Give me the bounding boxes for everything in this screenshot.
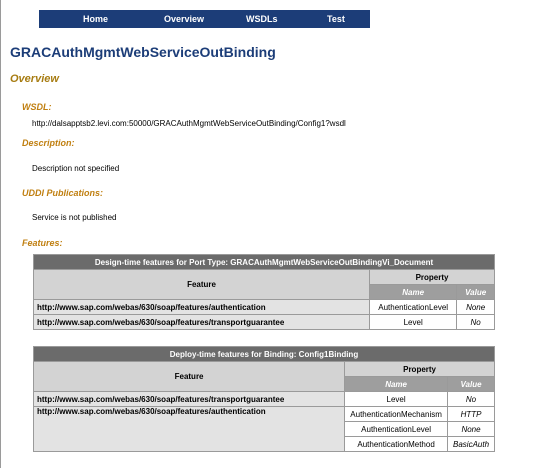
design-table-caption: Design-time features for Port Type: GRACAuthMgmtWebServiceOutBindingVi_Document — [34, 255, 495, 270]
value-column-header: Value — [457, 285, 495, 300]
description-text: Description not specified — [32, 164, 120, 173]
design-time-features-table — [33, 254, 495, 330]
page-title: GRACAuthMgmtWebServiceOutBinding — [10, 44, 276, 60]
table-row — [34, 392, 495, 407]
name-column-header: Name — [345, 377, 448, 392]
property-name: Level — [345, 392, 448, 407]
deploy-time-features-table — [33, 346, 495, 452]
uddi-text: Service is not published — [32, 213, 117, 222]
nav-wsdls-link[interactable]: WSDLs — [246, 14, 278, 24]
value-column-header: Value — [448, 377, 495, 392]
property-value: No — [457, 315, 495, 330]
property-column-header: Property — [345, 362, 495, 377]
wsdl-url-link[interactable]: http://dalsapptsb2.levi.com:50000/GRACAuthMgmtWebServiceOutBinding/Config1?wsdl — [32, 119, 346, 128]
property-name: Level — [370, 315, 457, 330]
property-name: AuthenticationMechanism — [345, 407, 448, 422]
nav-home-link[interactable]: Home — [83, 14, 109, 24]
wsdl-label: WSDL: — [22, 102, 52, 112]
nav-test-link[interactable]: Test — [327, 14, 345, 24]
top-nav-bar — [39, 10, 370, 28]
property-value: BasicAuth — [448, 437, 495, 452]
deploy-table-caption: Deploy-time features for Binding: Config1Binding — [34, 347, 495, 362]
feature-column-header: Feature — [34, 270, 370, 300]
property-value: None — [448, 422, 495, 437]
property-name: AuthenticationMethod — [345, 437, 448, 452]
feature-name: http://www.sap.com/webas/630/soap/features/transportguarantee — [34, 392, 345, 407]
description-label: Description: — [22, 138, 75, 148]
nav-overview-link[interactable]: Overview — [164, 14, 205, 24]
property-name: AuthenticationLevel — [370, 300, 457, 315]
table-caption-row — [34, 255, 495, 270]
property-value: None — [457, 300, 495, 315]
table-row — [34, 315, 495, 330]
overview-heading: Overview — [10, 73, 59, 85]
name-column-header: Name — [370, 285, 457, 300]
feature-column-header: Feature — [34, 362, 345, 392]
feature-name: http://www.sap.com/webas/630/soap/features/authentication — [34, 300, 370, 315]
property-name: AuthenticationLevel — [345, 422, 448, 437]
property-column-header: Property — [370, 270, 495, 285]
table-row — [34, 300, 495, 315]
feature-name: http://www.sap.com/webas/630/soap/features/authentication — [34, 407, 345, 452]
feature-name: http://www.sap.com/webas/630/soap/features/transportguarantee — [34, 315, 370, 330]
property-value: No — [448, 392, 495, 407]
features-label: Features: — [22, 238, 63, 248]
table-row — [34, 407, 495, 422]
window-left-border — [0, 0, 1, 468]
table-caption-row — [34, 347, 495, 362]
uddi-label: UDDI Publications: — [22, 188, 104, 198]
property-value: HTTP — [448, 407, 495, 422]
